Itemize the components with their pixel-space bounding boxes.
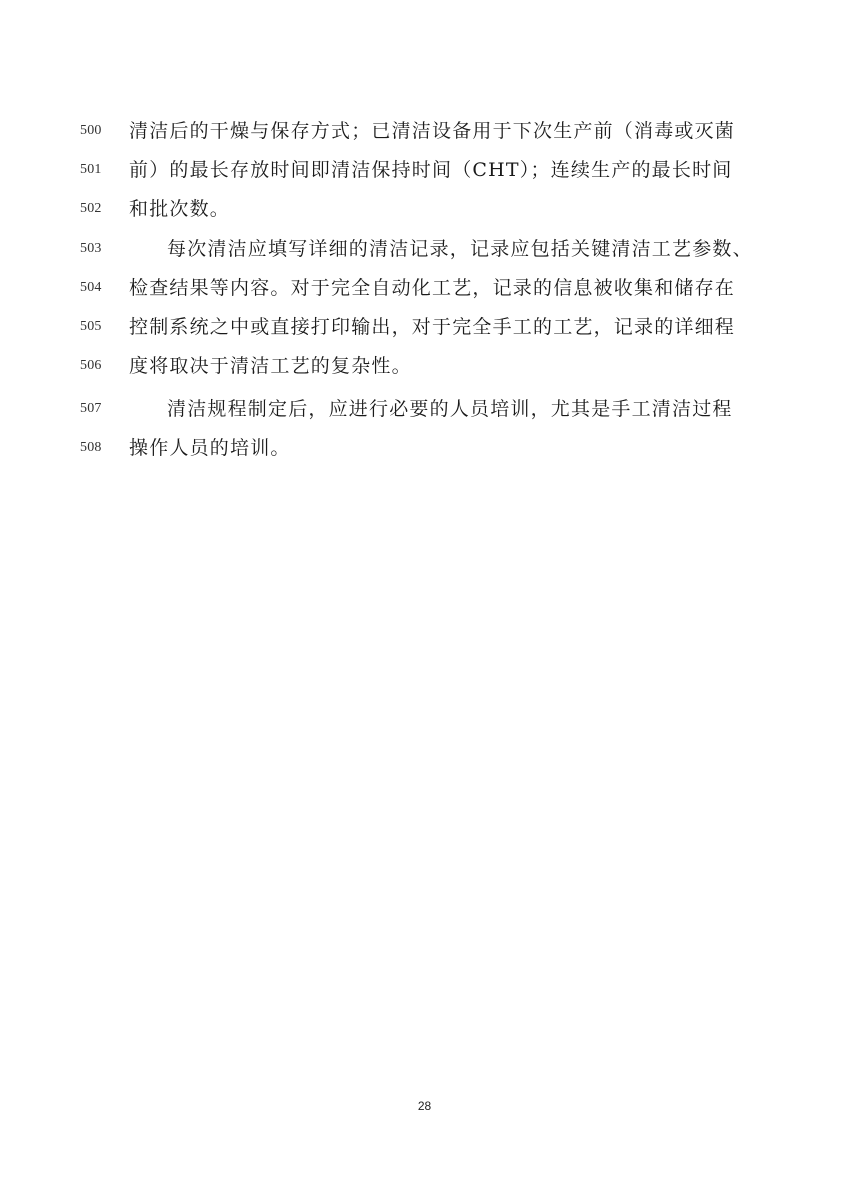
text-line [0, 351, 849, 390]
line-number: 502 [80, 201, 102, 216]
page-number: 28 [417, 1099, 432, 1113]
line-number: 506 [80, 358, 102, 373]
line-number: 508 [80, 440, 102, 455]
line-text: 操作人员的培训。 [129, 437, 291, 459]
line-text: 前）的最长存放时间即清洁保持时间（CHT）；连续生产的最长时间 [129, 159, 733, 181]
line-number: 505 [80, 319, 102, 334]
text-line [0, 116, 849, 155]
line-number: 504 [80, 280, 102, 295]
line-text: 度将取决于清洁工艺的复杂性。 [129, 355, 412, 377]
line-text: 每次清洁应填写详细的清洁记录，记录应包括关键清洁工艺参数、 [167, 238, 753, 260]
text-line [0, 234, 849, 273]
line-text: 检查结果等内容。对于完全自动化工艺，记录的信息被收集和储存在 [129, 277, 736, 299]
line-text: 和批次数。 [129, 198, 231, 220]
text-line [0, 273, 849, 312]
text-line [0, 155, 849, 194]
line-number: 507 [80, 401, 102, 416]
text-line [0, 312, 849, 351]
line-text: 清洁后的干燥与保存方式；已清洁设备用于下次生产前（消毒或灭菌 [129, 120, 736, 142]
text-line [0, 433, 849, 472]
text-line [0, 194, 849, 233]
line-number: 501 [80, 162, 102, 177]
line-number: 503 [80, 241, 102, 256]
line-text: 清洁规程制定后，应进行必要的人员培训，尤其是手工清洁过程 [167, 398, 733, 420]
line-text: 控制系统之中或直接打印输出，对于完全手工的工艺，记录的详细程 [129, 316, 736, 338]
line-number: 500 [80, 123, 102, 138]
text-line [0, 394, 849, 433]
